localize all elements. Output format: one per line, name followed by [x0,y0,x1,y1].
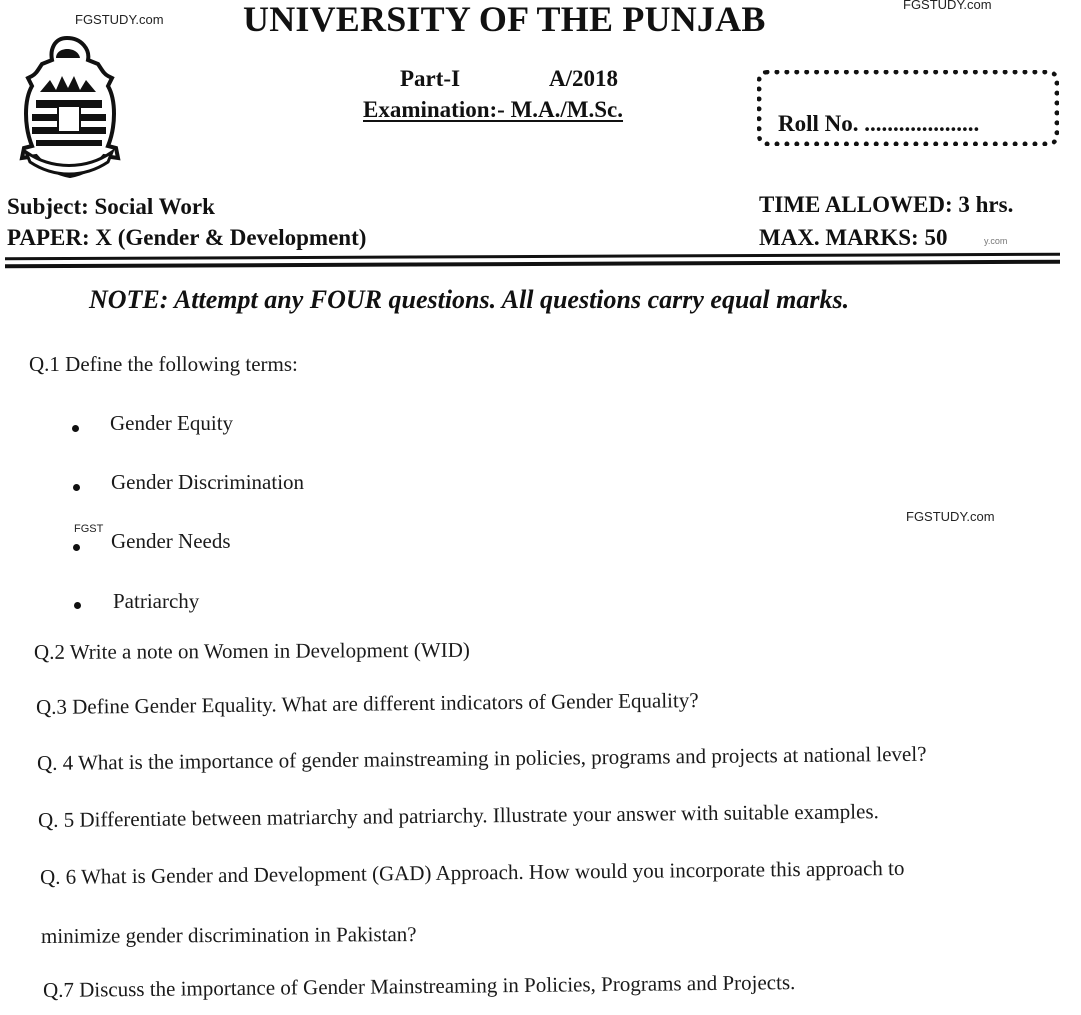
examination-text: Examination:- M.A./M.Sc. [363,97,624,122]
bullet-icon [72,425,79,432]
instructions-note: NOTE: Attempt any FOUR questions. All questions carry equal marks. [89,285,850,314]
examination-label [363,97,623,123]
subject-label: Subject: Social Work [7,194,215,219]
bullet-icon [73,544,80,551]
question-6: Q. 6 What is Gender and Development (GAD) Approach. How would you incorporate this approach to [39,855,905,889]
bullet-icon [73,484,80,491]
university-crest-icon [12,30,127,180]
roll-number-box [757,70,1059,146]
q1-term-1: Gender Equity [110,411,234,435]
paper-label: PAPER: X (Gender & Development) [7,225,367,250]
q1-term-3: Gender Needs [111,529,231,553]
q1-term-2: Gender Discrimination [111,470,305,494]
watermark-top-left: FGSTUDY.com [75,12,164,27]
watermark-top-right: FGSTUDY.com [903,0,992,12]
session-label: A/2018 [549,66,618,91]
university-title: UNIVERSITY OF THE PUNJAB [243,0,766,39]
question-6-continuation: minimize gender discrimination in Pakistan? [40,922,417,948]
header-divider-top [5,253,1060,261]
watermark-middle-right: FGSTUDY.com [906,509,995,524]
bullet-icon [74,602,81,609]
max-marks-label: MAX. MARKS: 50 [759,225,948,250]
part-label: Part-I [400,66,461,91]
question-1: Q.1 Define the following terms: [29,352,298,376]
question-5: Q. 5 Differentiate between matriarchy and patriarchy. Illustrate your answer with suitable examples. [37,799,879,832]
question-2: Q.2 Write a note on Women in Development (WID) [33,637,470,664]
header-divider-bottom [5,260,1060,269]
q1-term-4: Patriarchy [113,589,200,613]
time-allowed-label: TIME ALLOWED: 3 hrs. [759,192,1014,217]
roll-number-field[interactable]: Roll No. .................... [778,111,980,136]
question-4: Q. 4 What is the importance of gender mainstreaming in policies, programs and projects at national level? [36,741,927,775]
watermark-marks-suffix: y.com [984,236,1008,246]
question-7: Q.7 Discuss the importance of Gender Mainstreaming in Policies, Programs and Projects. [42,970,796,1002]
watermark-middle-left: FGST [74,523,104,535]
question-3: Q.3 Define Gender Equality. What are different indicators of Gender Equality? [35,688,699,719]
